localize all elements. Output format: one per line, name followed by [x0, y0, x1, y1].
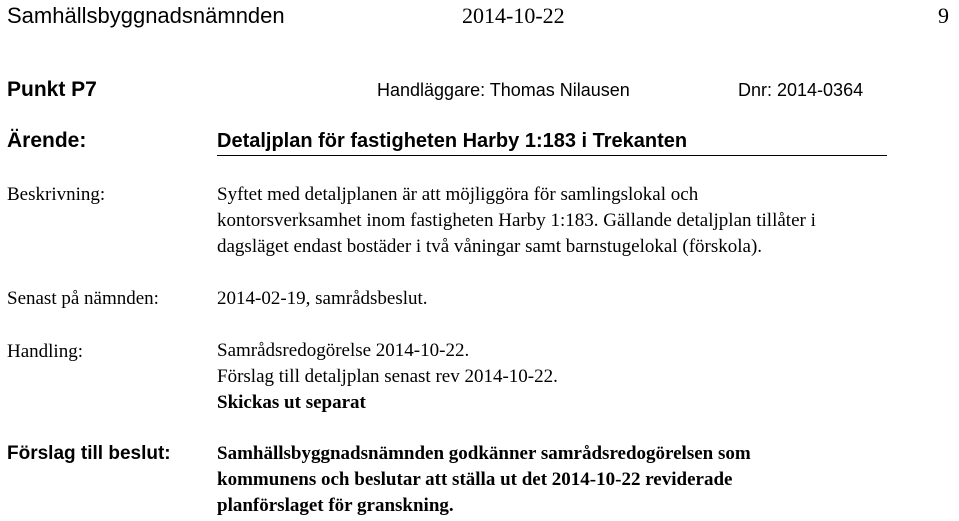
proposal-text	[217, 441, 751, 519]
case-officer: Handläggare: Thomas Nilausen	[377, 80, 630, 100]
proposal-line: kommunens och beslutar att ställa ut det 2014-10-22 reviderade	[217, 469, 733, 490]
registration-number: Dnr: 2014-0364	[738, 80, 864, 100]
proposal-line: planförslaget för granskning.	[217, 495, 454, 516]
last-meeting-label: Senast på nämnden:	[7, 288, 159, 309]
item-number: Punkt P7	[7, 78, 97, 101]
last-meeting-value: 2014-02-19, samrådsbeslut.	[217, 288, 428, 309]
description-line: dagsläget endast bostäder i två våningar samt barnstugelokal (förskola).	[217, 236, 763, 257]
proposal-line: Samhällsbyggnadsnämnden godkänner samrådsredogörelsen som	[217, 443, 751, 464]
document-item: Förslag till detaljplan senast rev 2014-10-22.	[217, 366, 558, 387]
document-header-title: Samhällsbyggnadsnämnden	[7, 3, 285, 28]
matter-label: Ärende:	[7, 129, 87, 152]
title-underline	[217, 155, 887, 156]
description-line: kontorsverksamhet inom fastigheten Harby 1:183. Gällande detaljplan tillåter i	[217, 210, 816, 231]
matter-title: Detaljplan för fastigheten Harby 1:183 i Trekanten	[217, 130, 688, 152]
document-header-date: 2014-10-22	[462, 3, 565, 28]
description-label: Beskrivning:	[7, 184, 106, 205]
page-number: 9	[938, 3, 949, 28]
description-text	[217, 182, 816, 260]
proposal-label: Förslag till beslut:	[7, 443, 171, 464]
documents-note: Skickas ut separat	[217, 392, 366, 413]
documents-list	[217, 338, 558, 416]
document-item: Samrådsredogörelse 2014-10-22.	[217, 340, 470, 361]
description-line: Syftet med detaljplanen är att möjliggöra för samlingslokal och	[217, 184, 699, 205]
documents-label: Handling:	[7, 341, 83, 362]
